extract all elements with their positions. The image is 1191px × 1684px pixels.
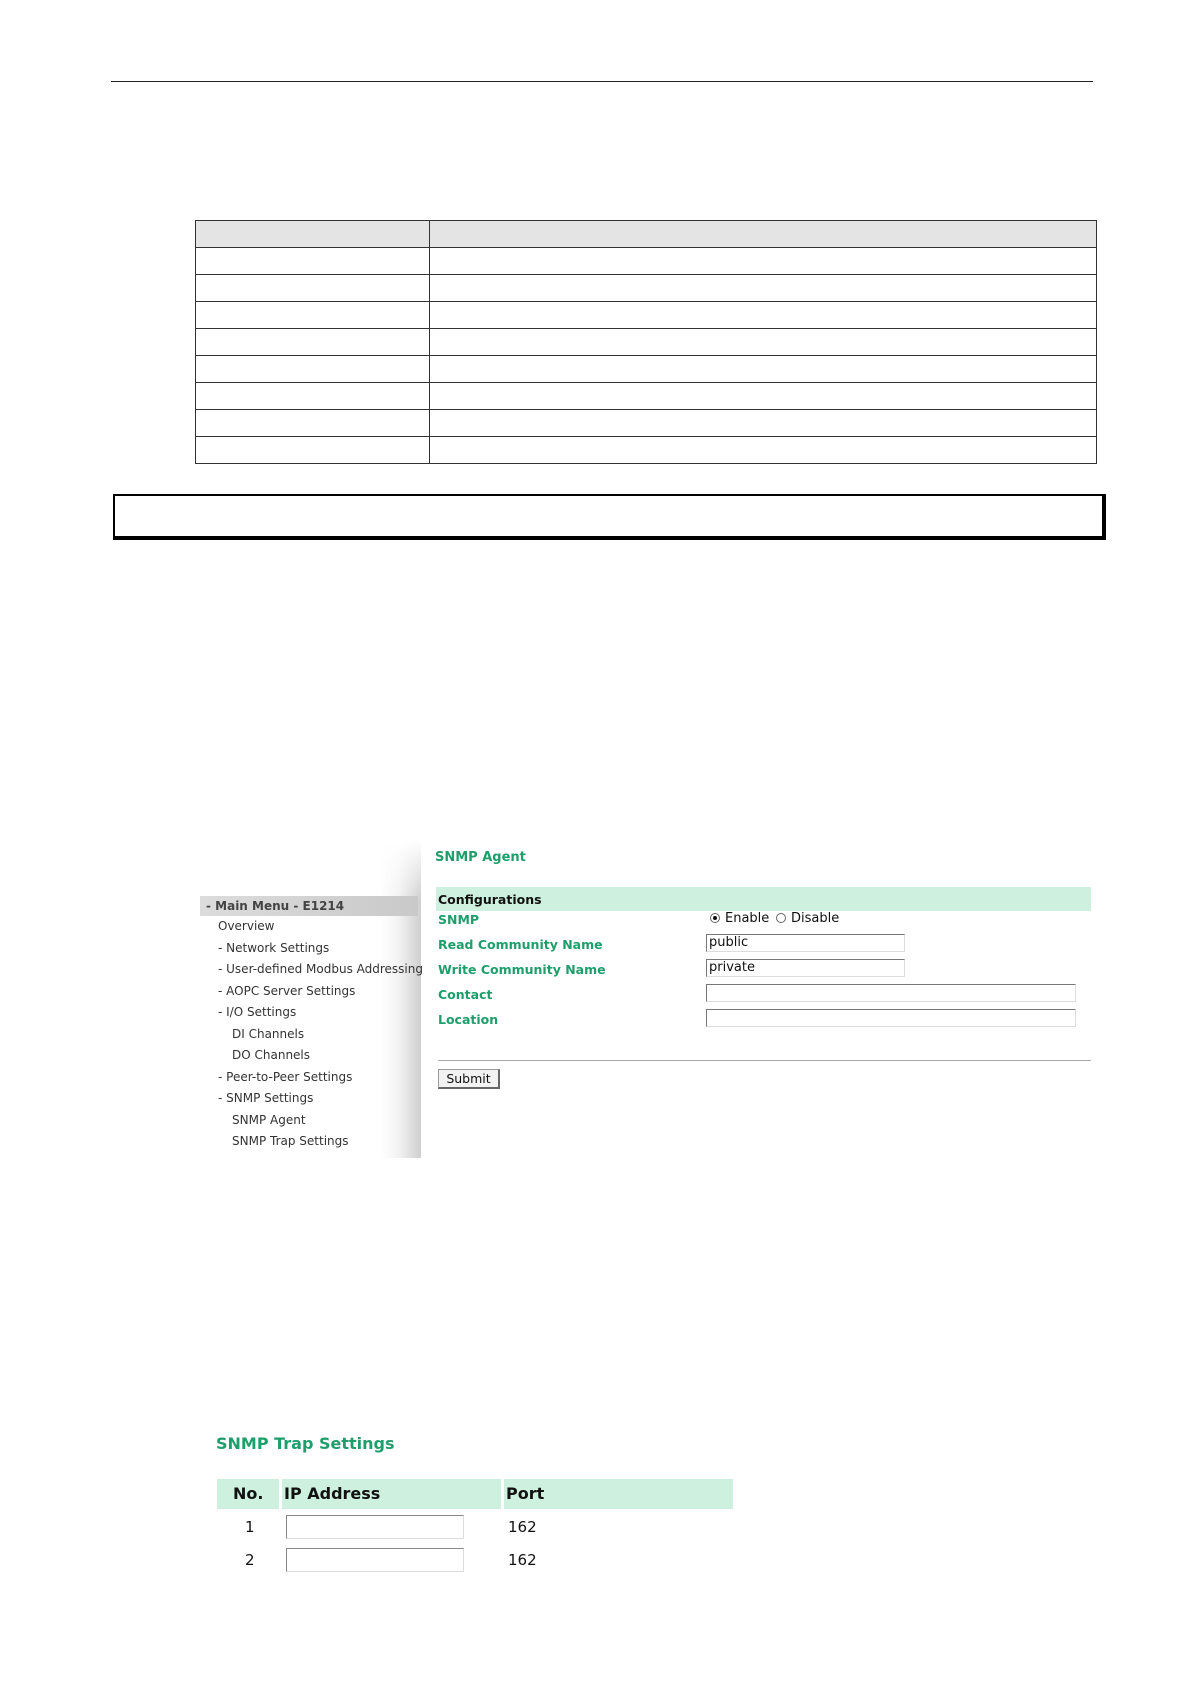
sidebar-item-overview[interactable]: Overview (218, 919, 275, 933)
sidebar-shadow-fade (381, 840, 421, 900)
table-row (196, 383, 1097, 410)
note-frame (113, 494, 1106, 540)
trap-col-port: Port (504, 1479, 733, 1509)
sidebar-item-modbus-addressing[interactable]: - User-defined Modbus Addressing (218, 962, 423, 976)
snmp-disable-radio[interactable] (776, 913, 786, 923)
contact-label: Contact (438, 987, 493, 1002)
trap-row-no: 1 (245, 1518, 255, 1536)
sidebar-item-di-channels[interactable]: DI Channels (232, 1027, 305, 1041)
trap-row-port: 162 (508, 1551, 537, 1569)
write-community-label: Write Community Name (438, 962, 606, 977)
empty-table (195, 220, 1097, 464)
sidebar-item-peer-to-peer[interactable]: - Peer-to-Peer Settings (218, 1070, 353, 1084)
agent-divider (438, 1060, 1091, 1061)
configurations-bar (436, 887, 1091, 911)
contact-input[interactable] (706, 984, 1076, 1002)
trap-col-no: No. (217, 1479, 279, 1509)
snmp-enable-radio[interactable] (710, 913, 720, 923)
configurations-label: Configurations (438, 892, 542, 907)
location-input[interactable] (706, 1009, 1076, 1027)
write-community-input[interactable]: private (706, 959, 905, 977)
read-community-label: Read Community Name (438, 937, 603, 952)
trap-row-port: 162 (508, 1518, 537, 1536)
snmp-disable-label[interactable]: Disable (791, 911, 840, 926)
table-row (196, 275, 1097, 302)
sidebar-item-snmp-settings[interactable]: - SNMP Settings (218, 1091, 314, 1105)
table-row (196, 356, 1097, 383)
sidebar-item-snmp-agent[interactable]: SNMP Agent (232, 1113, 306, 1127)
table-row (196, 329, 1097, 356)
table-row (196, 410, 1097, 437)
table-row (196, 437, 1097, 464)
snmp-trap-title: SNMP Trap Settings (216, 1434, 395, 1453)
main-menu-header[interactable]: - Main Menu - E1214 (200, 896, 418, 916)
table-header-row (196, 221, 1097, 248)
snmp-enable-label[interactable]: Enable (725, 911, 770, 926)
snmp-label: SNMP (438, 912, 480, 927)
snmp-agent-title: SNMP Agent (435, 850, 526, 865)
submit-button[interactable]: Submit (438, 1069, 500, 1089)
read-community-input[interactable]: public (706, 934, 905, 952)
location-label: Location (438, 1012, 499, 1027)
table-row (196, 248, 1097, 275)
trap-ip-input-1[interactable] (286, 1515, 464, 1539)
trap-col-ip: IP Address (282, 1479, 501, 1509)
trap-row-no: 2 (245, 1551, 255, 1569)
trap-ip-input-2[interactable] (286, 1548, 464, 1572)
page-header-rule (111, 81, 1093, 82)
sidebar-item-io-settings[interactable]: - I/O Settings (218, 1005, 297, 1019)
sidebar-item-snmp-trap[interactable]: SNMP Trap Settings (232, 1134, 349, 1148)
sidebar-item-network-settings[interactable]: - Network Settings (218, 941, 330, 955)
sidebar-item-aopc-server[interactable]: - AOPC Server Settings (218, 984, 356, 998)
sidebar-item-do-channels[interactable]: DO Channels (232, 1048, 311, 1062)
table-row (196, 302, 1097, 329)
